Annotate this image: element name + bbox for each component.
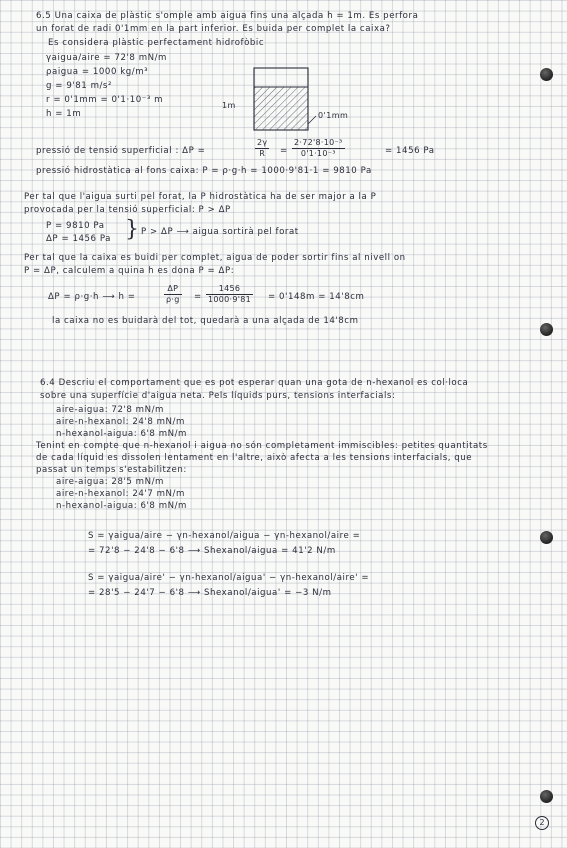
- calc-fraction-2: [206, 284, 253, 305]
- note-line1: Tenint en compte que n-hexanol i aigua no són completament immiscibles: petites quantitats: [36, 441, 488, 451]
- calc-equation: ΔP = ρ·g·h ⟶ h =: [48, 292, 136, 302]
- calc-result: = 0'148m = 14'8cm: [268, 292, 365, 302]
- problem-64-title-line2: sobre una superfície d'aigua neta. Pels líquids purs, tensions interfacials:: [40, 391, 396, 401]
- given-item: r = 0'1mm = 0'1·10⁻³ m: [46, 95, 164, 105]
- fraction-denominator: 1000·9'81: [208, 295, 252, 304]
- spreading-coef-2-line2: = 28'5 − 24'7 − 6'8 ⟶ Shexanol/aigua' = −3 N/m: [88, 588, 332, 598]
- fraction-denominator: 0'1·10⁻³: [300, 149, 336, 158]
- spreading-coef-1-line2: = 72'8 − 24'8 − 6'8 ⟶ Shexanol/aigua = 41'2 N/m: [88, 546, 336, 556]
- problem-65-title-line1: 6.5 Una caixa de plàstic s'omple amb aigua fins una alçada h = 1m. Es perfora: [36, 11, 419, 21]
- given-item: γaigua/aire = 72'8 mN/m: [46, 53, 167, 63]
- fraction-numerator: 2γ: [257, 138, 268, 147]
- stable-tension-item: n-hexanol-aigua: 6'8 mN/m: [56, 501, 187, 511]
- problem-65-title-line2: un forat de radi 0'1mm en la part inferior. Es buida per complet la caixa?: [36, 24, 391, 34]
- water-box-diagram: [240, 60, 340, 140]
- given-item: ρaigua = 1000 kg/m³: [46, 67, 149, 77]
- binder-hole-icon: [540, 68, 553, 81]
- tension-pressure-label: pressió de tensió superficial : ΔP =: [36, 146, 206, 156]
- condition-result: P > ΔP ⟶ aigua sortirà pel forat: [141, 227, 299, 237]
- hydrostatic-line: pressió hidrostàtica al fons caixa: P = ρ·g·h = 1000·9'81·1 = 9810 Pa: [36, 166, 372, 176]
- fraction-numerator: ΔP: [164, 284, 182, 295]
- problem-65-title-line3: Es considera plàstic perfectament hidrofòbic: [48, 38, 265, 48]
- tension-fraction-2: [292, 138, 345, 159]
- note-line3: passat un temps s'estabilitzen:: [36, 465, 187, 475]
- note-line2: de cada líquid es dissolen lentament en l'altre, això afecta a les tensions interfacials, que: [36, 453, 473, 463]
- fraction-denominator: ρ·g: [166, 295, 180, 304]
- stable-tension-item: aire-aigua: 28'5 mN/m: [56, 477, 164, 487]
- binder-hole-icon: [540, 790, 553, 803]
- fraction-denominator: R: [259, 149, 266, 158]
- condition-dp: ΔP = 1456 Pa: [46, 234, 111, 244]
- calc-line1: Per tal que la caixa es buidi per complet, aigua de poder sortir fins al nivell on: [24, 253, 406, 263]
- problem-64-title-line1: 6.4 Descriu el comportament que es pot esperar quan una gota de n-hexanol es col·loca: [40, 378, 469, 388]
- condition-line2: provocada per la tensió superficial: P > ΔP: [24, 205, 231, 215]
- tension-fraction-1: [255, 138, 269, 159]
- equals-sign: =: [194, 292, 202, 302]
- fraction-numerator: 2·72'8·10⁻³: [294, 138, 343, 147]
- tension-result: = 1456 Pa: [385, 146, 435, 156]
- page-number: 2: [535, 816, 549, 830]
- calc-fraction-1: [164, 284, 182, 305]
- pure-tension-item: aire-n-hexanol: 24'8 mN/m: [56, 417, 185, 427]
- spreading-coef-2-line1: S = γaigua/aire' − γn-hexanol/aigua' − γn-hexanol/aire' =: [88, 573, 370, 583]
- given-item: h = 1m: [46, 109, 82, 119]
- binder-hole-icon: [540, 531, 553, 544]
- binder-hole-icon: [540, 323, 553, 336]
- fraction-numerator: 1456: [206, 284, 253, 295]
- stable-tension-item: aire-n-hexanol: 24'7 mN/m: [56, 489, 185, 499]
- diagram-hole-label: 0'1mm: [318, 111, 349, 120]
- condition-p: P = 9810 Pa: [46, 221, 105, 231]
- pure-tension-item: n-hexanol-aigua: 6'8 mN/m: [56, 429, 187, 439]
- calc-line2: P = ΔP, calculem a quina h es dona P = ΔP:: [24, 266, 235, 276]
- condition-line1: Per tal que l'aigua surti pel forat, la P hidrostàtica ha de ser major a la P: [24, 192, 377, 202]
- diagram-height-label: 1m: [222, 101, 236, 110]
- conclusion: la caixa no es buidarà del tot, quedarà a una alçada de 14'8cm: [52, 316, 359, 326]
- equals-sign: =: [280, 146, 288, 156]
- brace-icon: }: [125, 217, 139, 242]
- pure-tension-item: aire-aigua: 72'8 mN/m: [56, 405, 164, 415]
- given-item: g = 9'81 m/s²: [46, 81, 112, 91]
- spreading-coef-1-line1: S = γaigua/aire − γn-hexanol/aigua − γn-hexanol/aire =: [88, 531, 361, 541]
